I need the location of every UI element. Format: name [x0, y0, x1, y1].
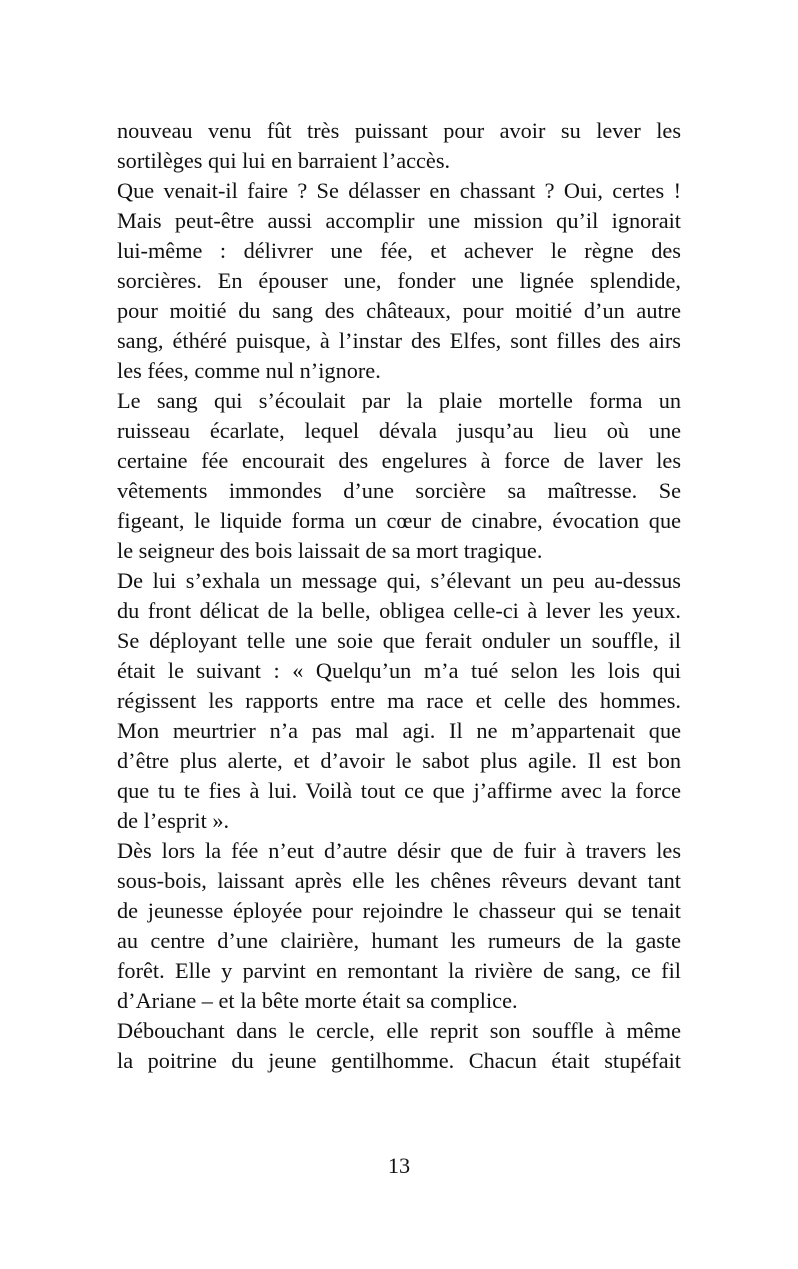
paragraph — [117, 116, 681, 176]
text-line: sang, éthéré puisque, à l’instar des Elfes, sont filles des airs — [117, 328, 681, 353]
paragraph — [117, 566, 681, 836]
text-line: d’Ariane – et la bête morte était sa complice. — [117, 988, 518, 1013]
text-line: sous-bois, laissant après elle les chênes rêveurs devant tant — [117, 868, 681, 893]
text-line: de l’esprit ». — [117, 808, 230, 833]
text-line: Débouchant dans le cercle, elle reprit son souffle à même — [117, 1018, 681, 1043]
text-line: vêtements immondes d’une sorcière sa maîtresse. Se — [117, 478, 681, 503]
paragraph — [117, 1016, 681, 1076]
text-line: le seigneur des bois laissait de sa mort tragique. — [117, 538, 543, 563]
text-line: ruisseau écarlate, lequel dévala jusqu’au lieu où une — [117, 418, 681, 443]
text-line: d’être plus alerte, et d’avoir le sabot plus agile. Il est bon — [117, 748, 681, 773]
text-line: du front délicat de la belle, obligea celle-ci à lever les yeux. — [117, 598, 681, 623]
text-line: Le sang qui s’écoulait par la plaie mortelle forma un — [117, 388, 681, 413]
text-line: Mais peut-être aussi accomplir une mission qu’il ignorait — [117, 208, 681, 233]
paragraph — [117, 836, 681, 1016]
text-line: sorcières. En épouser une, fonder une lignée splendide, — [117, 268, 681, 293]
text-line: certaine fée encourait des engelures à force de laver les — [117, 448, 681, 473]
text-line: les fées, comme nul n’ignore. — [117, 358, 381, 383]
text-line: Que venait-il faire ? Se délasser en chassant ? Oui, certes ! — [117, 178, 681, 203]
text-line: forêt. Elle y parvint en remontant la rivière de sang, ce fil — [117, 958, 681, 983]
text-line: Dès lors la fée n’eut d’autre désir que de fuir à travers les — [117, 838, 681, 863]
text-line: nouveau venu fût très puissant pour avoir su lever les — [117, 118, 681, 143]
paragraph — [117, 176, 681, 386]
text-line: Se déployant telle une soie que ferait onduler un souffle, il — [117, 628, 681, 653]
page-number: 13 — [387, 1153, 411, 1178]
text-line: que tu te fies à lui. Voilà tout ce que j’affirme avec la force — [117, 778, 681, 803]
text-line: Mon meurtrier n’a pas mal agi. Il ne m’appartenait que — [117, 718, 681, 743]
text-line: au centre d’une clairière, humant les rumeurs de la gaste — [117, 928, 681, 953]
paragraph — [117, 386, 681, 566]
text-line: pour moitié du sang des châteaux, pour moitié d’un autre — [117, 298, 681, 323]
text-line: figeant, le liquide forma un cœur de cinabre, évocation que — [117, 508, 681, 533]
text-line: de jeunesse éployée pour rejoindre le chasseur qui se tenait — [117, 898, 681, 923]
text-line: était le suivant : « Quelqu’un m’a tué selon les lois qui — [117, 658, 681, 683]
body-text — [117, 116, 681, 1076]
text-line: la poitrine du jeune gentilhomme. Chacun était stupéfait — [117, 1048, 681, 1073]
text-line: régissent les rapports entre ma race et celle des hommes. — [117, 688, 681, 713]
text-line: De lui s’exhala un message qui, s’élevant un peu au-dessus — [117, 568, 681, 593]
text-line: lui-même : délivrer une fée, et achever le règne des — [117, 238, 681, 263]
text-line: sortilèges qui lui en barraient l’accès. — [117, 148, 451, 173]
